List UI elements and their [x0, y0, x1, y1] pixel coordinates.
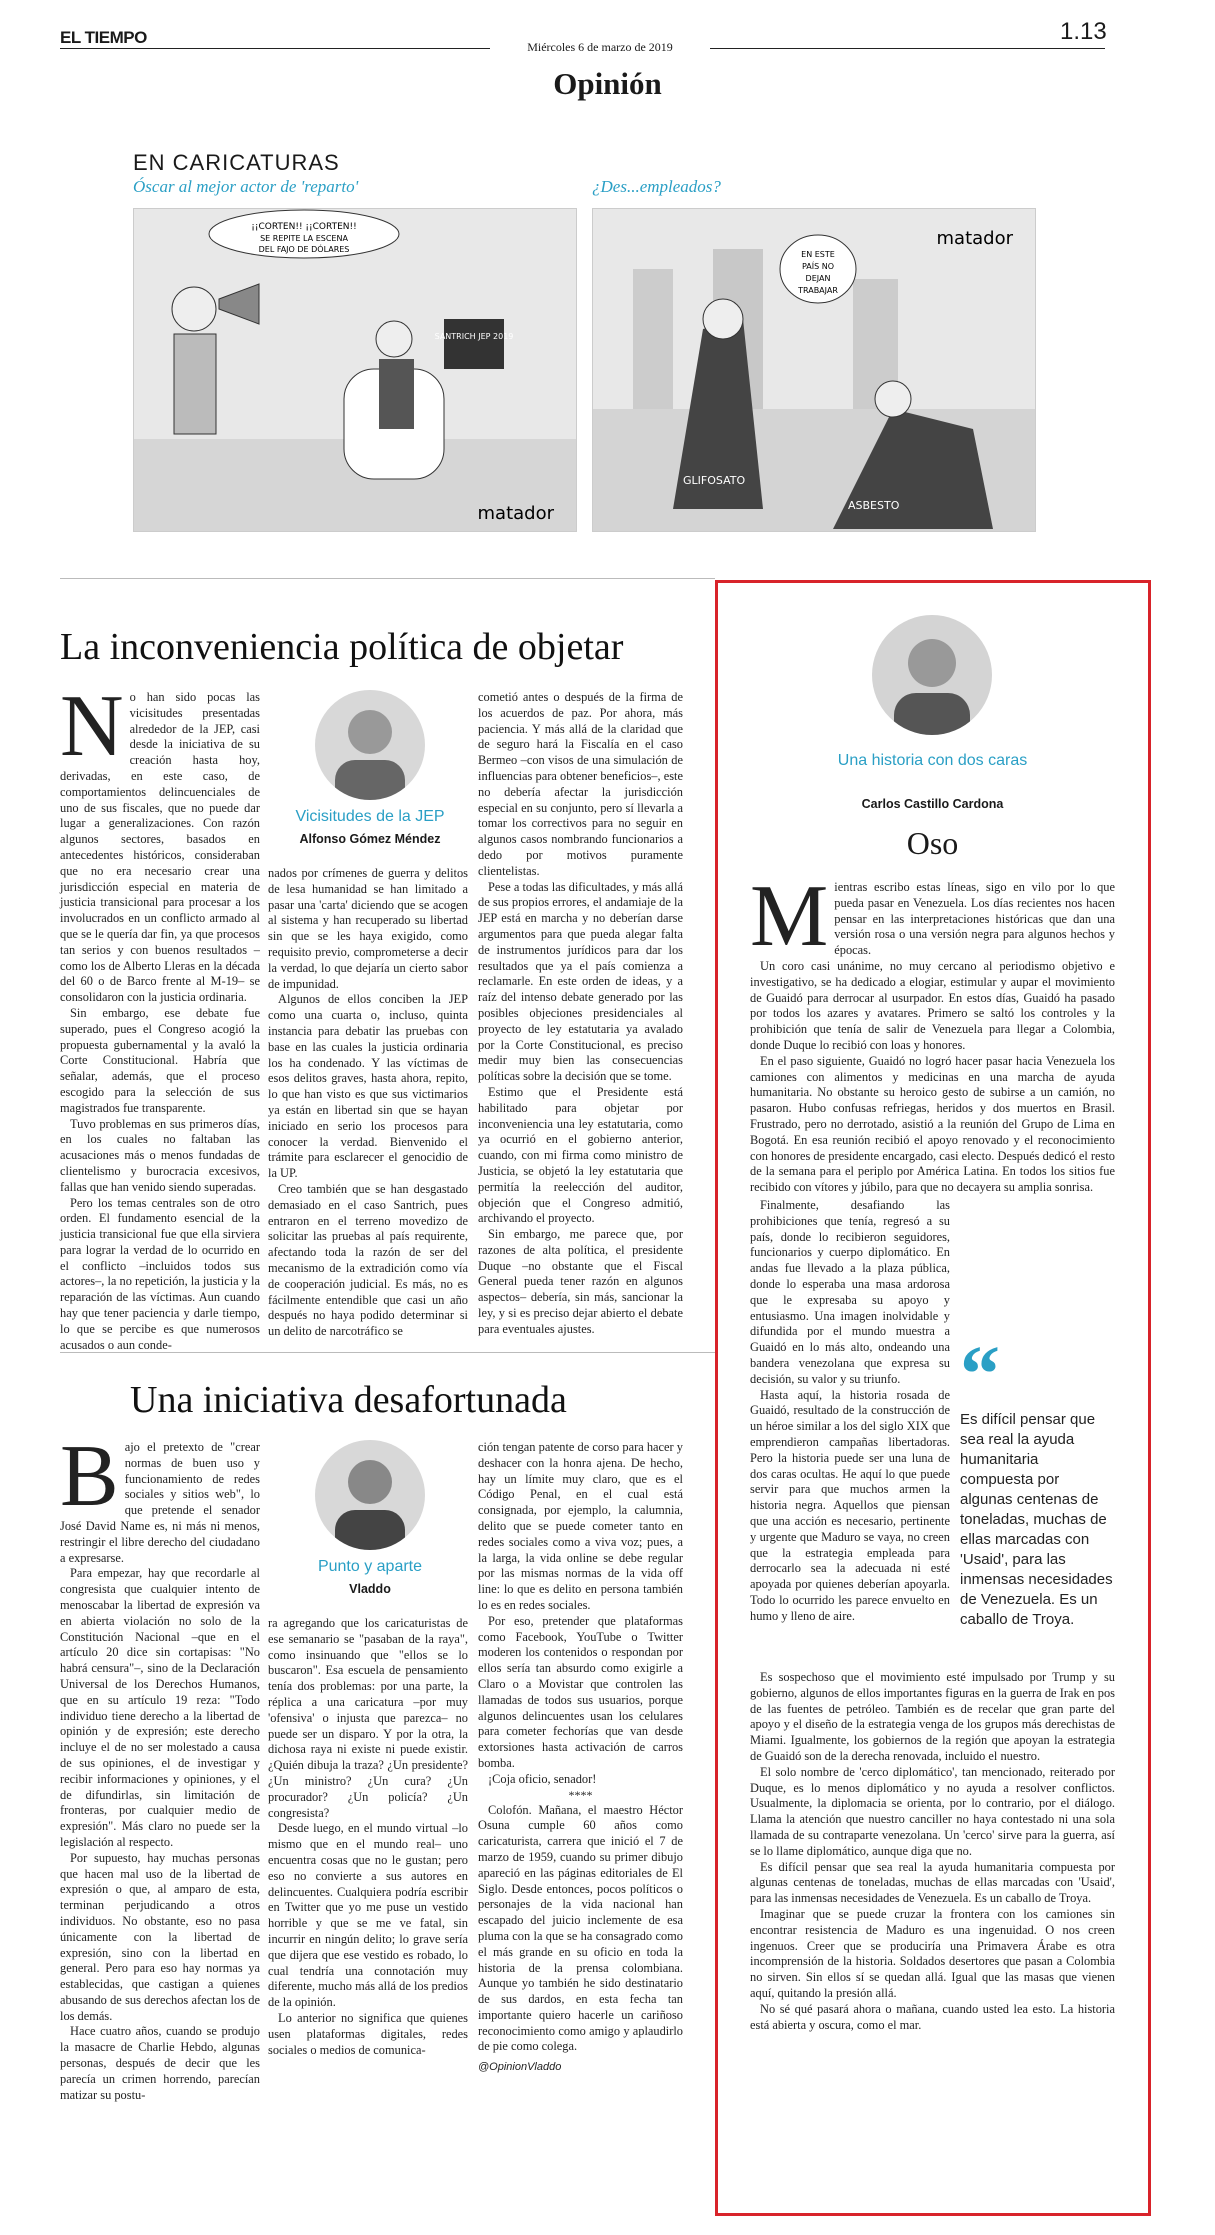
label-asbesto: ASBESTO [848, 499, 900, 512]
article3-title: Oso [906, 825, 959, 861]
cartoon-left-signature: matador [477, 503, 554, 524]
article3-column-name: Una historia con dos caras [837, 752, 1028, 769]
cartoon-right-signature: matador [936, 228, 1013, 249]
paragraph: o han sido pocas las vicisitudes presentadas alrededor de la JEP, casi desde la iniciativa de su creación hasta hoy, derivadas, en este caso, de comportamientos delincuenciales de uno de sus fiscales, que no puede dar lugar a generalizaciones. Con razón algunos sectores, basados en antecedentes históricos, consideraban que no era necesario crear una jurisdicción especial en materia de justicia transicional para procesar a los involucrados en un conflicto armado al que se le quería dar fin, ya que procesos tan serios y con buenos resultados –como los de Alberto Lleras en la década del 60 o de Barco frente al M-19– se consolidaron con la justicia ordinaria. [60, 690, 260, 1005]
article2-col2 [268, 1616, 468, 2058]
cartoon-right-drawing [593, 209, 1035, 531]
article2-col1 [60, 1428, 260, 2103]
paragraph: Sin embargo, ese debate fue superado, pues el Congreso acogió la propuesta gubernamental y la avaló la Corte Constitucional. Habría que señalar, además, que el proceso escogido para la selección de sus magistrados fue transparente. [60, 1005, 260, 1115]
paragraph: ción tengan patente de corso para hacer y deshacer con la honra ajena. De hecho, hay un límite muy claro, que es el Código Penal, en el cual está consignada, por ejemplo, la calumnia, delito que se puede cometer tanto en redes sociales como a viva voz; pues, a la larga, la vida online se debe regular por las mismas normas de la vida off line: lo que es delito en persona también lo es en redes sociales. [478, 1440, 683, 1612]
article3-author: Carlos Castillo Cardona [861, 797, 1004, 811]
paragraph: Por eso, pretender que plataformas como Facebook, YouTube o Twitter moderen los contenidos o respondan por ellos sería tan absurdo como exigirle a Claro o a Movistar que controlen las llamadas de todos sus usuarios, porque algunos delincuentes usan los celulares para cometer fechorías que van desde extorsiones hasta activación de carros bomba. [478, 1613, 683, 1770]
article2-author: Vladdo [349, 1582, 391, 1596]
paragraph: No sé qué pasará ahora o mañana, cuando usted lea esto. La historia está abierta y oscura, como el mar. [750, 2001, 1115, 2032]
author-photo-vladdo [315, 1440, 425, 1550]
stars-divider: **** [568, 1787, 593, 1802]
paragraph: Sin embargo, me parece que, por razones de alta política, el presidente Duque –no obstante que el Fiscal General pueda tener razón en algunos aspectos– debería, sin más, sancionar la ley, y si es preciso dejar abierto el debate para eventuales ajustes. [478, 1227, 683, 1336]
divider-top [60, 578, 715, 579]
label-glifosato: GLIFOSATO [683, 474, 746, 487]
paragraph: El solo nombre de 'cerco diplomático', tan mencionado, reiterado por Duque, es lo menos diplomático y no ayuda a resolver conflictos. Usualmente, la diplomacia se orienta, por lo contrario, por el diálogo. Llama la atención que nuestro canciller no haya contestado ni una sola llamada de su contraparte venezolana. Un 'cerco' sirve para la guerra, así se lo llame diplomático, aunque diga que no. [750, 1764, 1115, 1858]
paragraph: ra agregando que los caricaturistas de ese semanario se "pasaban de la raya", como insinuando que "ellos se lo buscaron". Esa escuela de pensamiento tenía dos problemas: por una parte, la réplica a una caricatura –por muy 'ofensiva' o injusta que parezca– no puede ser un disparo. Y por la otra, la dichosa raya ni existe ni puede existir. ¿Quién dibuja la traza? ¿Un presidente? ¿Un ministro? ¿Un cura? ¿Un procurador? ¿Un policía? ¿Un congresista? [268, 1616, 468, 1820]
paragraph: Es sospechoso que el movimiento esté impulsado por Trump y su gobierno, algunos de ellos importantes figuras en la guerra de Irak en pos de las fuentes de petróleo. También es de recelar que gran parte del apoyo y el diseño de la estrategia venga de los grupos más derechistas de Miami. Igualmente, los gobiernos de la región que apoyan la estrategia de Guaidó son de la derecha renovada, incluido el nuestro. [750, 1670, 1115, 1763]
paragraph: cometió antes o después de la firma de los acuerdos de paz. Por ahora, más paciencia. Y más allá de la claridad que de seguro hará la Fiscalía en el caso Bermeo –con visos de una simulación de influencias para obtener beneficios–, este no debería afectar la jurisdicción especial en su conjunto, pero sí llevarla a tomar los correctivos para no seguir en algunos casos nombrando funcionarios a dedo por motivos puramente clientelistas. [478, 690, 683, 878]
pull-quote: Es difícil pensar que sea real la ayuda humanitaria compuesta por algunas centenas de toneladas, muchas de ellas marcadas con 'Usaid', para las inmensas necesidades de Venezuela. Es un caballo de Troya. [960, 1411, 1113, 1628]
cartoon-left [133, 208, 577, 532]
paragraph: Es difícil pensar que sea real la ayuda humanitaria compuesta por algunas centenas de toneladas, muchas de ellas marcadas con 'Usaid', para las inmensas necesidades de Venezuela. Es un caballo de Troya. [750, 1859, 1115, 1906]
cartoon-left-speech-line2: SE REPITE LA ESCENA [260, 234, 348, 243]
article2-title: Una iniciativa desafortunada [130, 1379, 567, 1421]
divider-middle [60, 1352, 715, 1353]
section-title: Opinión [553, 66, 662, 101]
cartoon-left-speech-line3: DEL FAJO DE DÓLARES [258, 245, 350, 254]
author-photo-gomez [315, 690, 425, 800]
paragraph: Finalmente, desafiando las prohibiciones que tenía, regresó a su país, donde lo recibieron seguidores, funcionarios y cuerpo diplomático. En andas fue llevado a la plaza pública, donde lo esperaba una masa ardorosa que le expresaba su apoyo y entusiasmo. Una imagen inolvidable y difundida por el mundo muestra a Guaidó en lo más alto, ondeando una bandera venezolana que expresa su decisión, su valor y su triunfo. [750, 1198, 950, 1386]
paragraph: En el paso siguiente, Guaidó no logró hacer pasar hacia Venezuela los camiones con alimentos y medicinas en una marcha de ayuda humanitaria. No obstante su heroico gesto de subirse a un camión, no pasaron. Hubo confusas refriegas, heridos y dos muertos en Brasil. Frustrado, pero no derrotado, asistió a la reunión del Grupo de Lima en Bogotá. En esa reunión recibió el apoyo renovado y el reconocimiento con honores de presidente encargado, casi electo. Después dedicó el resto de la semana para el periplo por América Latina. En todos los sitios fue recibido con vítores y júbilo, para que no decayera su amplia sonrisa. [750, 1053, 1115, 1195]
cartoon-left-speech-line1: ¡¡CORTEN!! ¡¡CORTEN!! [251, 222, 357, 232]
quote-mark-icon: “ [960, 1331, 1000, 1419]
paragraph: Desde luego, en el mundo virtual –lo mismo que en el mundo real– uno encuentra cosas que no le gustan; pero eso no convierte a sus autores en delincuentes. Cualquiera podría escribir en Twitter que yo me puse un vestido horrible y que se me ve fatal, sin incurrir en ningún delito; lo grave sería que dijera que ese vestido es robado, lo cual tendría una connotación muy diferente, mucho más allá de los predios de la opinión. [268, 1821, 468, 2010]
cartoon-right-speech-line4: TRABAJAR [798, 286, 838, 295]
paragraph: Tuvo problemas en sus primeros días, en los cuales no faltaban las acusaciones más o menos fundadas de clientelismo y burocracia excesivos, fallas que han venido siendo superadas. [60, 1116, 260, 1194]
cartoon-right-speech-line3: DEJAN [805, 274, 831, 283]
article3-text-narrow [750, 1198, 950, 1625]
article2-dropcap: B [60, 1428, 119, 1525]
paragraph: Hasta aquí, la historia rosada de Guaidó, resultado de la construcción de un héroe similar a los del siglo XIX que emprendieron campañas libertadoras. Pero la historia puede ser una luna de dos caras ocultas. He aquí lo que puede servir para que muchos armen la historia negra. Aquellos que piensan que una acción es necesario, pertinente y urgente que Maduro se vaya, no creen que la estrategia empleada para derrocarlo sea la adecuada ni esté apoyada por quienes deberían apoyarla. Todo lo ocurrido les parece envuelto en humo y lleno de aire. [750, 1387, 950, 1623]
paragraph: Estimo que el Presidente está habilitado para objetar por inconveniencia una ley estatutaria, como ya ocurrió en el gobierno anterior, cuando, con mi firma como ministro de Justicia, se objetó la ley estatutaria que permitía la reelección del auditor, objeción que el Congreso admitió, archivando el proyecto. [478, 1084, 683, 1226]
page-number: 1.13 [1060, 18, 1107, 45]
article1-column-name: Vicisitudes de la JEP [295, 808, 445, 825]
article2-col3 [478, 1440, 683, 2073]
caricaturas-heading: EN CARICATURAS [133, 150, 340, 175]
paragraph: Lo anterior no significa que quienes usen plataformas digitales, redes sociales o medios de comunica- [268, 2010, 468, 2057]
cartoon-right-speech-line1: EN ESTE [801, 250, 835, 259]
cartoon-left-drawing [134, 209, 576, 531]
newspaper-logo: EL TIEMPO [60, 28, 147, 47]
header-rule-left [60, 48, 490, 49]
paragraph: Colofón. Mañana, el maestro Héctor Osuna cumple 60 años como caricaturista, carrera que inició el 7 de marzo de 1959, cuando su primer dibujo apareció en las páginas editoriales de El Siglo. Desde entonces, pocos políticos o personajes de la vida nacional han escapado del juicio inclemente de esa pluma con la que se ha consagrado como el más grande en su oficio en toda la historia de la prensa colombiana. Aunque yo también he sido destinatario de sus dardos, en esta fecha tan importante quiero hacerle un cariñoso reconocimiento como amigo y aplaudirlo de pie como colega. [478, 1802, 683, 2054]
article1-col3 [478, 690, 683, 1338]
clapper-board [444, 319, 504, 369]
cartoon-right [592, 208, 1036, 532]
paragraph: Algunos de ellos conciben la JEP como una cuarta o, incluso, quinta instancia para debatir las pruebas con base en las cuales la justicia ordinaria los ha condenado. Y las víctimas de esos delitos graves, hasta ahora, repito, lo que han visto es que sus victimarios ya están en libertad sin que se hayan iniciado en serio los procesos para conocer la verdad. Bienvenido el trámite para esclarecer el genocidio de la UP. [268, 992, 468, 1181]
cartoon-left-subtitle: Óscar al mejor actor de 'reparto' [133, 177, 359, 196]
article1-col1 [60, 678, 260, 1353]
clapper-text: SANTRICH JEP 2019 [434, 332, 514, 341]
paragraph: Pese a todas las dificultades, y más allá de sus propios errores, el andamiaje de la JEP está en marcha y no deberían darse argumentos para que pueda alegar falta de instrumentos jurídicos para dar los resultados que ya el país comienza a reclamarle. En este orden de ideas, y a raíz del intenso debate generado por las posibles objeciones presidenciales al proyecto de ley estatutaria ya avalado por la Corte Constitucional, es preciso medir muy bien las consecuencias políticas sobre la decisión que se tome. [478, 879, 683, 1084]
paragraph: Creo también que se han desgastado demasiado en el caso Santrich, pues entraron en el terreno movedizo de solicitar las pruebas al país requirente, afectando toda la razón de ser del mecanismo de la extradición como vía de cooperación judicial. Es más, no es fácilmente entendible que casi un año después no haya podido determinar si un delito de narcotráfico se [268, 1181, 468, 1339]
paragraph: ajo el pretexto de "crear normas de buen uso y funcionamiento de redes sociales y sitios web", lo que pretende el senador José David Name es, ni más ni menos, restringir el libre derecho del ciudadano a expresarse. [60, 1440, 260, 1565]
paragraph: Pero los temas centrales son de otro orden. El fundamento esencial de la justicia transicional fue que ella sirviera para lograr la verdad de lo ocurrido en el conflicto –incluidos todos sus actores–, la no repetición, la justicia y la reparación de las víctimas. Aun cuando hay que tener paciencia y darle tiempo, lo que se percibe es que numerosos acusados o aun conde- [60, 1195, 260, 1352]
article1-col2 [268, 866, 468, 1340]
article1-dropcap: N [60, 678, 124, 775]
article1-title: La inconveniencia política de objetar [60, 626, 624, 668]
cartoon-right-subtitle: ¿Des...empleados? [592, 177, 721, 196]
cartoon-right-speech-line2: PAÍS NO [801, 262, 835, 271]
header-date: Miércoles 6 de marzo de 2019 [527, 40, 673, 54]
article3-text-top [750, 868, 1115, 1196]
paragraph: nados por crímenes de guerra y delitos de lesa humanidad se han limitado a pasar una 'carta' diciendo que se acogen al sistema y han recuperado su libertad sin que se les haya exigido, como requisito previo, comprometerse a decir la verdad, lo que dejaría un cierto sabor de impunidad. [268, 866, 468, 991]
paragraph: Imaginar que se puede cruzar la frontera con los camiones sin encontrar resistencia de Maduro es una ingenuidad. O nos creen ingenuos. Creer que se produciría una Primavera Árabe es otra incomprensión de la historia. Soldados desertores que pasan a Colombia no sirven. Sin ellos sí se quedan allá. Igual que las masas que vienen aquí, quitando la presión allá. [750, 1906, 1115, 2000]
article2-column-name: Punto y aparte [317, 1558, 423, 1575]
paragraph: Por supuesto, hay muchas personas que hacen mal uso de la libertad de expresión o que, al amparo de esta, terminan perjudicando a otros individuos. No obstante, eso no pasa únicamente con la libertad de expresión, sino con la libertad en general. Pero para eso hay normas ya establecidas, que castigan a quienes abusando de sus derechos afectan los de los demás. [60, 1850, 260, 2023]
author-photo-castillo [872, 615, 992, 735]
paragraph: ientras escribo estas líneas, sigo en vilo por lo que pueda pasar en Venezuela. Los días recientes nos hacen pensar en las interpretaciones históricas que dan una versión rosa o una versión negra para algunos hechos y épocas. [834, 880, 1115, 958]
paragraph: ¡Coja oficio, senador! [488, 1771, 597, 1786]
article3-text-bottom [750, 1670, 1115, 2033]
paragraph: Hace cuatro años, cuando se produjo la masacre de Charlie Hebdo, algunas personas, después de decir que les parecía un crimen horrendo, parecían matizar su postu- [60, 2024, 260, 2102]
article3-dropcap: M [750, 868, 829, 965]
paragraph: Para empezar, hay que recordarle al congresista que cualquier intento de menoscabar la libertad de expresión va en abierta violación no solo de la Constitución Nacional –que en el artículo 20 dice sin cortapisas: "No habrá censura"–, sino de la Declaración Universal de los Derechos Humanos, que en su artículo 19 reza: "Todo individuo tiene derecho a la libertad de opinión y de expresión; este derecho incluye el de no ser molestado a causa de sus opiniones, el de investigar y recibir informaciones y opiniones, y el de difundirlas, sin limitación de fronteras, por cualquier medio de expresión". Más claro no puede ser la legislación al respecto. [60, 1566, 260, 1849]
vladdo-signature: @OpinionVladdo [478, 2061, 562, 2074]
paragraph: Un coro casi unánime, no muy cercano al periodismo objetivo e investigativo, se ha dedicado a elogiar, estimular y aupar el movimiento de Guaidó para derrocar al usurpador. En estos días, Guaidó ha pasado por todos los azares y avatares. Primero se saltó los controles y la prohibición que tenía de salir de Venezuela para llegar a Colombia, donde Duque lo recibió con loas y honores. [750, 958, 1115, 1052]
article1-author: Alfonso Gómez Méndez [299, 832, 441, 846]
header-rule-right [710, 48, 1105, 49]
